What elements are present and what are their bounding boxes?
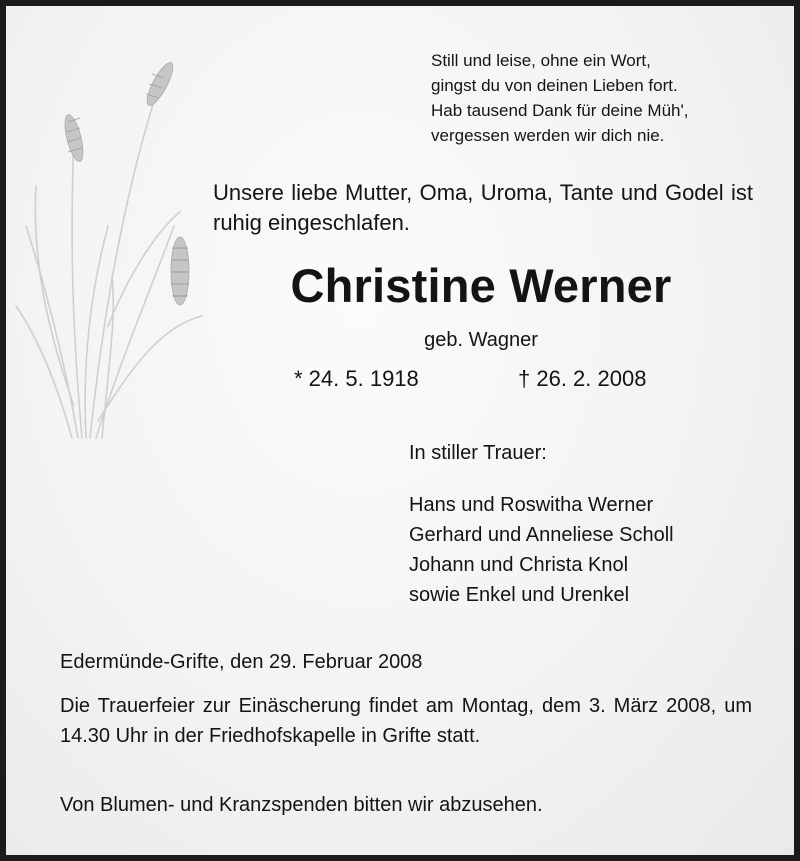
mourners-list [409, 490, 674, 610]
birth-date: * 24. 5. 1918 [294, 366, 419, 391]
verse-line: vergessen werden wir dich nie. [431, 126, 665, 145]
maiden-name: geb. Wagner [424, 329, 538, 351]
verse-line: Still und leise, ohne ein Wort, [431, 51, 651, 70]
verse [431, 48, 688, 148]
verse-line: Hab tausend Dank für deine Müh', [431, 101, 689, 120]
mourner-entry: Johann und Christa Knol [409, 554, 629, 576]
service-info: Die Trauerfeier zur Einäscherung findet am Montag, dem 3. März 2008, um 14.30 Uhr in der Friedhofskapelle in Grifte statt. [60, 695, 752, 747]
intro-text: Unsere liebe Mutter, Oma, Uroma, Tante und Godel ist ruhig eingeschlafen. [213, 180, 753, 235]
verse-line: gingst du von deinen Lieben fort. [431, 76, 678, 95]
death-date: † 26. 2. 2008 [518, 366, 647, 391]
mourning-heading: In stiller Trauer: [409, 442, 547, 464]
mourner-entry: sowie Enkel und Urenkel [409, 584, 630, 606]
mourner-entry: Gerhard und Anneliese Scholl [409, 524, 674, 546]
mourner-entry: Hans und Roswitha Werner [409, 494, 654, 516]
wheat-icon [12, 26, 212, 446]
deceased-name: Christine Werner [290, 259, 672, 312]
place-date: Edermünde-Grifte, den 29. Februar 2008 [60, 651, 423, 673]
flowers-note: Von Blumen- und Kranzspenden bitten wir abzusehen. [60, 794, 543, 816]
